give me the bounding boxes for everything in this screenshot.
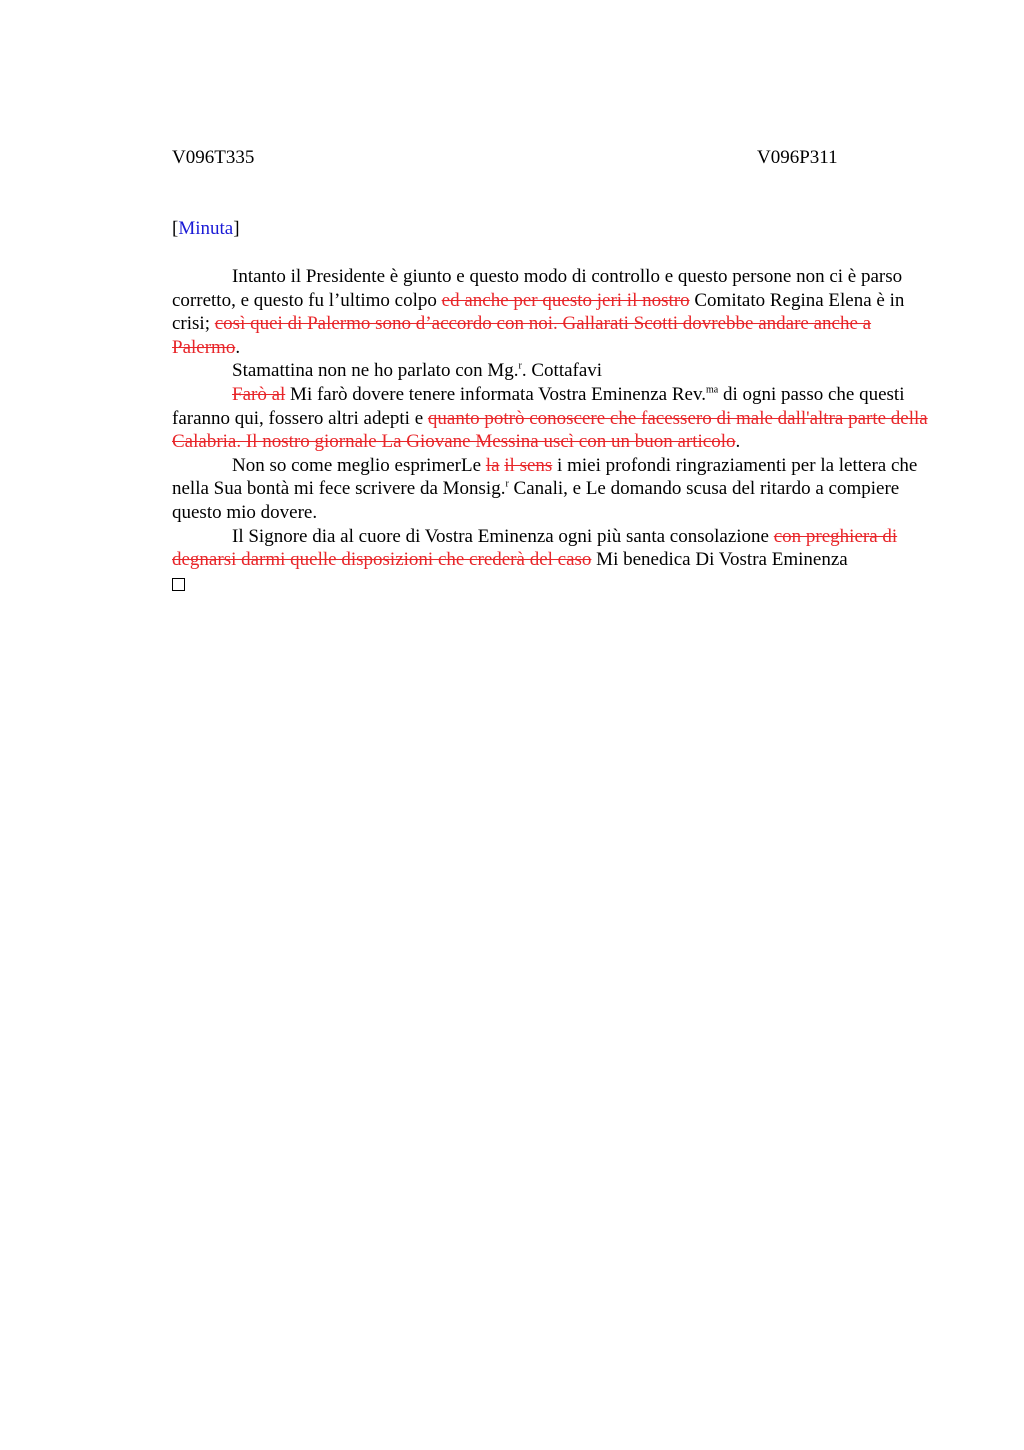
paragraph-5-text-b: Mi benedica Di Vostra Eminenza xyxy=(591,549,848,571)
paragraph-2-superscript: r xyxy=(518,361,522,373)
paragraph-1-text-a: Intanto il Presidente è giunto e questo modo di controllo e questo persone non ci è parso corretto, e questo fu l’ultimo colpo xyxy=(172,266,903,311)
paragraph-3-text-a: Mi farò dovere tenere informata Vostra Eminenza Rev. xyxy=(285,383,706,405)
paragraph-4-text-a: Non so come meglio esprimerLe xyxy=(232,454,486,476)
paragraph-1-deletion-1: ed anche per questo jeri il nostro xyxy=(441,289,690,311)
paragraph-1-text-c: . xyxy=(235,336,241,358)
paragraph-4-deletion-2: il sens xyxy=(504,454,553,476)
paragraph-3-text-c: . xyxy=(735,431,741,453)
draft-label-open-bracket: [ xyxy=(172,218,179,239)
empty-square-icon xyxy=(172,578,185,591)
paragraph-5 xyxy=(172,525,928,572)
paragraph-4-text-c: Canali, e Le domando scusa del ritardo a compiere questo mio dovere. xyxy=(172,478,900,523)
document-code-left: V096T335 xyxy=(172,147,255,168)
end-mark xyxy=(172,572,928,598)
paragraph-2-text-a: Stamattina non ne ho parlato con Mg. xyxy=(232,360,519,382)
paragraph-3-text-b: di ogni passo che questi faranno qui, fossero altri adepti e xyxy=(172,383,905,429)
paragraph-3 xyxy=(172,383,928,454)
draft-label-close-bracket: ] xyxy=(233,218,240,239)
paragraph-1-deletion-2: così quei di Palermo sono d’accordo con noi. Gallarati Scotti dovrebbe andare anche a Palermo xyxy=(172,313,872,358)
paragraph-5-text-a: Il Signore dia al cuore di Vostra Eminenza ogni più santa consolazione xyxy=(232,525,774,547)
paragraph-5-deletion-1: con preghiera di degnarsi darmi quelle disposizioni che crederà del caso xyxy=(172,525,898,571)
paragraph-4-superscript: r xyxy=(505,479,509,491)
paragraph-1-text-b: Comitato Regina Elena è in crisi; xyxy=(172,289,905,335)
paragraph-3-deletion-2: quanto potrò conoscere che facessero di male dall'altra parte della Calabria. Il nostro giornale La Giovane Messina uscì con un buon articolo xyxy=(172,407,928,453)
paragraph-2-text-b: . Cottafavi xyxy=(521,360,603,382)
paragraph-3-superscript: ma xyxy=(705,384,719,396)
document-code-right: V096P311 xyxy=(757,147,838,168)
paragraph-4-text-b: i miei profondi ringraziamenti per la lettera che nella Sua bontà mi fece scrivere da Monsig. xyxy=(172,454,918,500)
paragraph-1 xyxy=(172,265,928,359)
paragraph-2 xyxy=(172,359,928,383)
paragraph-4 xyxy=(172,454,928,525)
paragraph-4-deletion-1: la xyxy=(485,454,500,476)
draft-label-text: Minuta xyxy=(178,218,234,239)
paragraph-3-deletion-1: Farò al xyxy=(232,383,286,405)
draft-label xyxy=(172,217,240,241)
letter-body xyxy=(172,265,928,597)
